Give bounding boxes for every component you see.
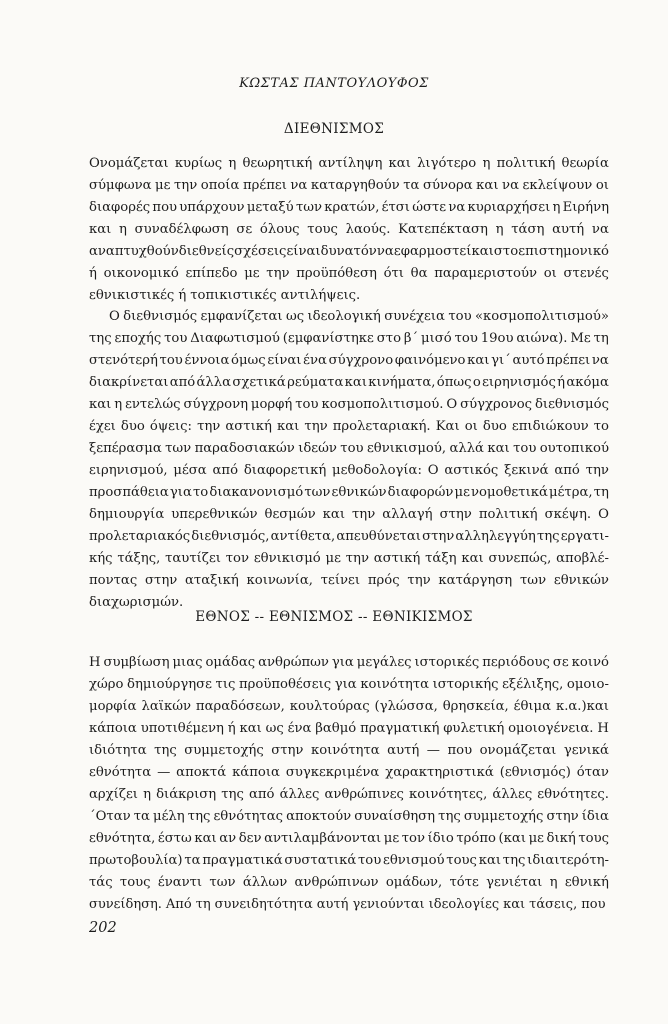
- section-title: ΔΙΕΘΝΙΣΜΟΣ: [283, 121, 385, 137]
- text-line: μορφία λαϊκών παραδόσεων, κουλτούρας (γλώσσα, θρησκεία, έθιμα κ.α.)και: [89, 699, 609, 714]
- text-line: της εποχής του Διαφωτισμού (εμφανίστηκε στο β΄ μισό του 19ου αιώνα). Με τη: [89, 331, 609, 346]
- text-line: σύμφωνα με την οποία πρέπει να καταργηθούν τα σύνορα και να εκλείψουν οι: [89, 178, 609, 193]
- text-line: ιδιότητα της συμμετοχής στην κοινότητα αυτή — που ονομάζεται γενικά: [89, 743, 609, 758]
- text-line: και η συναδέλφωση σε όλους τους λαούς. Κατεπέκταση η τάση αυτή να: [89, 222, 609, 237]
- text-line: Ονομάζεται κυρίως η θεωρητική αντίληψη και λιγότερο η πολιτική θεωρία: [89, 156, 609, 171]
- text-line: διακρίνεται από άλλα σχετικά ρεύματα και κινήματα, όπως ο ειρηνισμός ή ακόμα: [89, 375, 609, 390]
- text-line: ειρηνισμού, μέσα από διαφορετική μεθοδολογία: Ο αστικός ξεκινά από την: [89, 463, 609, 478]
- paragraph-1: [89, 153, 609, 307]
- text-line: ΄Οταν τα μέλη της εθνότητας αποκτούν συναίσθηση της συμμετοχής στην ίδια: [89, 809, 609, 824]
- text-line: συνείδηση. Από τη συνειδητότητα αυτή γενιούνται ιδεολογίες και τάσεις, που: [89, 897, 606, 912]
- page-number: 202: [89, 920, 117, 936]
- text-line: διαχωρισμών.: [89, 595, 184, 610]
- text-line: αρχίζει η διάκριση της από άλλες ανθρώπινες κοινότητες, άλλες εθνότητες.: [89, 787, 609, 802]
- text-line: εθνότητα, έστω και αν δεν αντιλαμβάνονται με τον ίδιο τρόπο (και με δική τους: [89, 831, 609, 846]
- text-line: ξεπέρασμα των παραδοσιακών ιδεών του εθνικισμού, αλλά και του ουτοπικού: [89, 441, 609, 456]
- paragraph-2: [89, 306, 609, 614]
- text-line: προσπάθεια για το διακανονισμό των εθνικών διαφορών με νομοθετικά μέτρα, τη: [89, 485, 609, 500]
- text-line: έχει δυο όψεις: την αστική και την προλεταριακή. Και οι δυο επιδιώκουν το: [89, 419, 609, 434]
- text-line: Η συμβίωση μιας ομάδας ανθρώπων για μεγάλες ιστορικές περιόδους σε κοινό: [89, 655, 609, 670]
- text-line: ή οικονομικό επίπεδο με την προϋπόθεση ότι θα παραμεριστούν οι στενές: [89, 266, 609, 281]
- text-line: διαφορές που υπάρχουν μεταξύ των κρατών, έτσι ώστε να κυριαρχήσει η Ειρήνη: [89, 200, 609, 215]
- text-line: αναπτυχθούν διεθνείς σχέσεις είναι δυνατόν να εφαρμοστεί και στο επιστημονικό: [89, 244, 609, 259]
- text-line: πρωτοβουλία) τα πραγματικά συστατικά του εθνισμού τους και της ιδιαιτερότη-: [89, 853, 609, 868]
- text-line: τάς τους έναντι των άλλων ανθρώπινων ομάδων, τότε γενιέται η εθνική: [89, 875, 609, 890]
- text-line: κάποια υποτιθέμενη ή και ως ένα βαθμό πραγματική φυλετική ομοιογένεια. Η: [89, 721, 609, 736]
- text-line: προλεταριακός διεθνισμός, αντίθετα, απευθύνεται στην αλληλεγγύη της εργατι-: [89, 529, 609, 544]
- text-line: εθνότητα — αποκτά κάποια συγκεκριμένα χαρακτηριστικά (εθνισμός) όταν: [89, 765, 609, 780]
- running-head: ΚΩΣΤΑΣ ΠΑΝΤΟΥΛΟΥΦΟΣ: [239, 76, 429, 91]
- section-title-2: ΕΘΝΟΣ -- ΕΘΝΙΣΜΟΣ -- ΕΘΝΙΚΙΣΜΟΣ: [195, 609, 473, 625]
- text-line: στενότερή του έννοια όμως είναι ένα σύγχρονο φαινόμενο και γι΄ αυτό πρέπει να: [89, 353, 609, 368]
- paragraph-3: [89, 652, 609, 916]
- text-line: και η εντελώς σύγχρονη μορφή του κοσμοπολιτισμού. Ο σύγχρονος διεθνισμός: [89, 397, 609, 412]
- text-line: χώρο δημιούργησε τις προϋποθέσεις για κοινότητα ιστορικής εξέλιξης, ομοιο-: [89, 677, 609, 692]
- text-line: ποντας στην αταξική κοινωνία, τείνει πρός την κατάργηση των εθνικών: [89, 573, 609, 588]
- text-line: δημιουργία υπερεθνικών θεσμών και την αλλαγή στην πολιτική σκέψη. Ο: [89, 507, 609, 522]
- text-line: κής τάξης, ταυτίζει τον εθνικισμό με την αστική τάξη και συνεπώς, αποβλέ-: [89, 551, 609, 566]
- text-line: εθνικιστικές ή τοπικιστικές αντιλήψεις.: [89, 288, 361, 303]
- text-line: Ο διεθνισμός εμφανίζεται ως ιδεολογική συνέχεια του «κοσμοπολιτισμού»: [109, 309, 609, 324]
